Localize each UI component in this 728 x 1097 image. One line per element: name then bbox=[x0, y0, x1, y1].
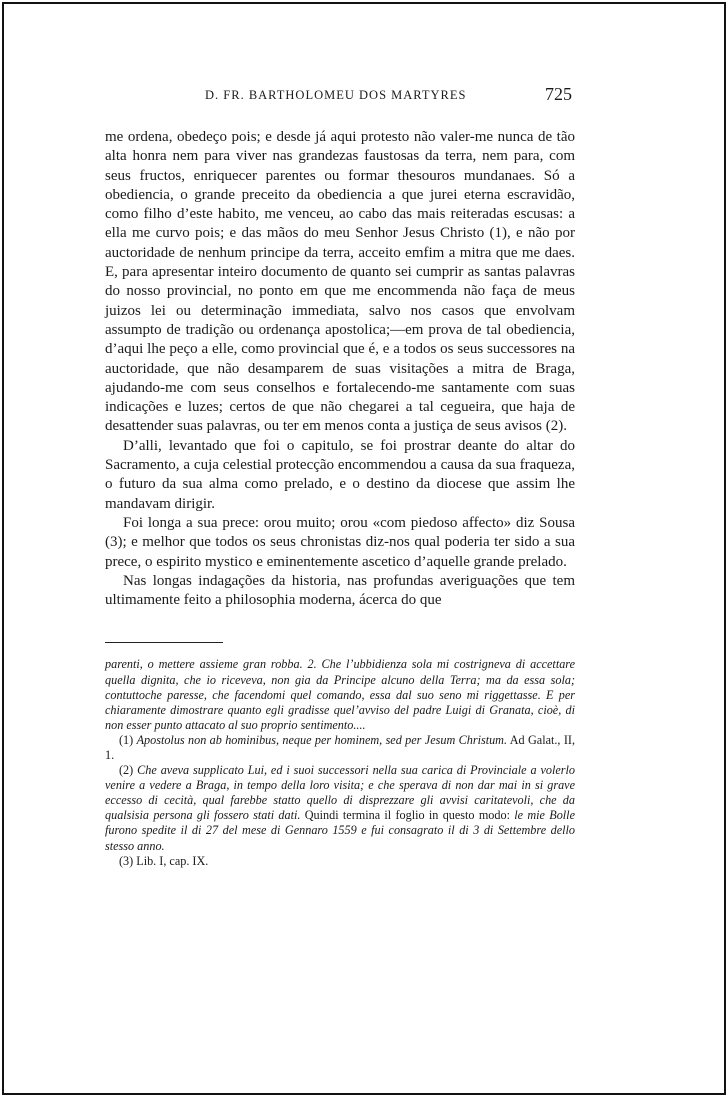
footnotes bbox=[105, 657, 575, 868]
footnote-continuation: parenti, o mettere assieme gran robba. 2. Che l’ubbidienza sola mi costrigneva di accettare quella dignita, che io riceveva, non gia da Principe alcuno della Terra; ma da essa sola; contuttoche paresse, che facendomi quel comando, essa dal suo seno mi riggettasse. E per chiaramente dimostrare quanto egli gradisse quel’avviso del padre Luigi di Granata, cioè, di non esser punto attacato al suo proprio sentimento.... bbox=[105, 657, 575, 732]
footnote-3: (3) Lib. I, cap. IX. bbox=[119, 853, 209, 868]
footnote-1-ref: Ad Galat., II, 1. bbox=[105, 732, 575, 762]
footnote-2-mark: (2) bbox=[119, 763, 138, 778]
footnote-2-text: Quindi termina il foglio in questo modo: bbox=[300, 808, 515, 823]
footnote-2-quote-end: le mie Bolle furono spedite il di 27 del mese di Gennaro 1559 e fui consagrato il di 3 di Settembre dello stesso anno. bbox=[105, 808, 575, 853]
paragraph-4: Nas longas indagações da historia, nas profundas averiguações que tem ultimamente feito a philosophia moderna, ácerca do que bbox=[105, 572, 575, 609]
book-page bbox=[105, 80, 575, 869]
running-head bbox=[105, 80, 575, 110]
footnote-1 bbox=[105, 733, 575, 763]
body-text bbox=[105, 128, 575, 610]
page-number: 725 bbox=[545, 84, 572, 104]
footnote-1-mark: (1) bbox=[119, 732, 137, 747]
paragraph-2: D’alli, levantado que foi o capitulo, se foi prostrar deante do altar do Sacramento, a cuja celestial protecção encommendou a causa da sua fraqueza, o futuro da sua alma como prelado, e o destino da diocese que assim lhe mandavam dirigir. bbox=[105, 437, 575, 512]
paragraph-3: Foi longa a sua prece: orou muito; orou «com piedoso affecto» diz Sousa (3); e melhor que todos os seus chronistas diz-nos qual poderia ter sido a sua prece, o espirito mystico e eminentemente ascetico d’aquelle grande prelado. bbox=[105, 514, 575, 570]
paragraph-1: me ordena, obedeço pois; e desde já aqui protesto não valer-me nunca de tão alta honra nem para viver nas grandezas faustosas da terra, nem para, com seus fructos, enriquecer parentes ou formar thesouros mundanaes. Só a obediencia, o grande preceito da obediencia a que jurei eterna escravidão, como filho d’este habito, me venceu, ao cabo das mais reiteradas escusas: a ella me curvo pois; e das mãos do meu Senhor Jesus Christo (1), e não por auctoridade de nenhum principe da terra, acceito emfim a mitra que me daes. E, para apresentar inteiro documento de quanto sei cumprir as santas palavras do nosso provincial, no ponto em que me encommenda não faça de meus juizos lei ou determinação immediata, salvo nos casos que envolvam assumpto de tradição ou ordenança apostolica;—em prova de tal obediencia, d’aqui lhe peço a elle, como provincial que é, e a todos os seus successores na auctoridade, que não desamparem de suas visitações a mitra de Braga, ajudando-me com seus conselhos e fortalecendo-me santamente com suas indicações e luzes; certos de que não chegarei a tal cegueira, que haja de desattender suas palavras, ou ter em menos conta a justiça de seus avisos (2). bbox=[105, 129, 575, 435]
footnote-2-quote: Che aveva supplicato Lui, ed i suoi successori nella sua carica di Provinciale a volerlo venire a vedere a Braga, in tempo della loro visita; e che sperava di non dar mai in si grave eccesso di cecità, qual farebbe statto quello di disprezzare gli avvisi caritatevoli, che da qualsisia persona gli fossero stati dati. bbox=[105, 763, 576, 823]
running-title: D. FR. BARTHOLOMEU DOS MARTYRES bbox=[205, 88, 467, 102]
footnote-1-quote: Apostolus non ab hominibus, neque per hominem, sed per Jesum Christum. bbox=[136, 732, 508, 747]
footnote-rule bbox=[105, 642, 223, 643]
footnote-2 bbox=[105, 763, 575, 854]
